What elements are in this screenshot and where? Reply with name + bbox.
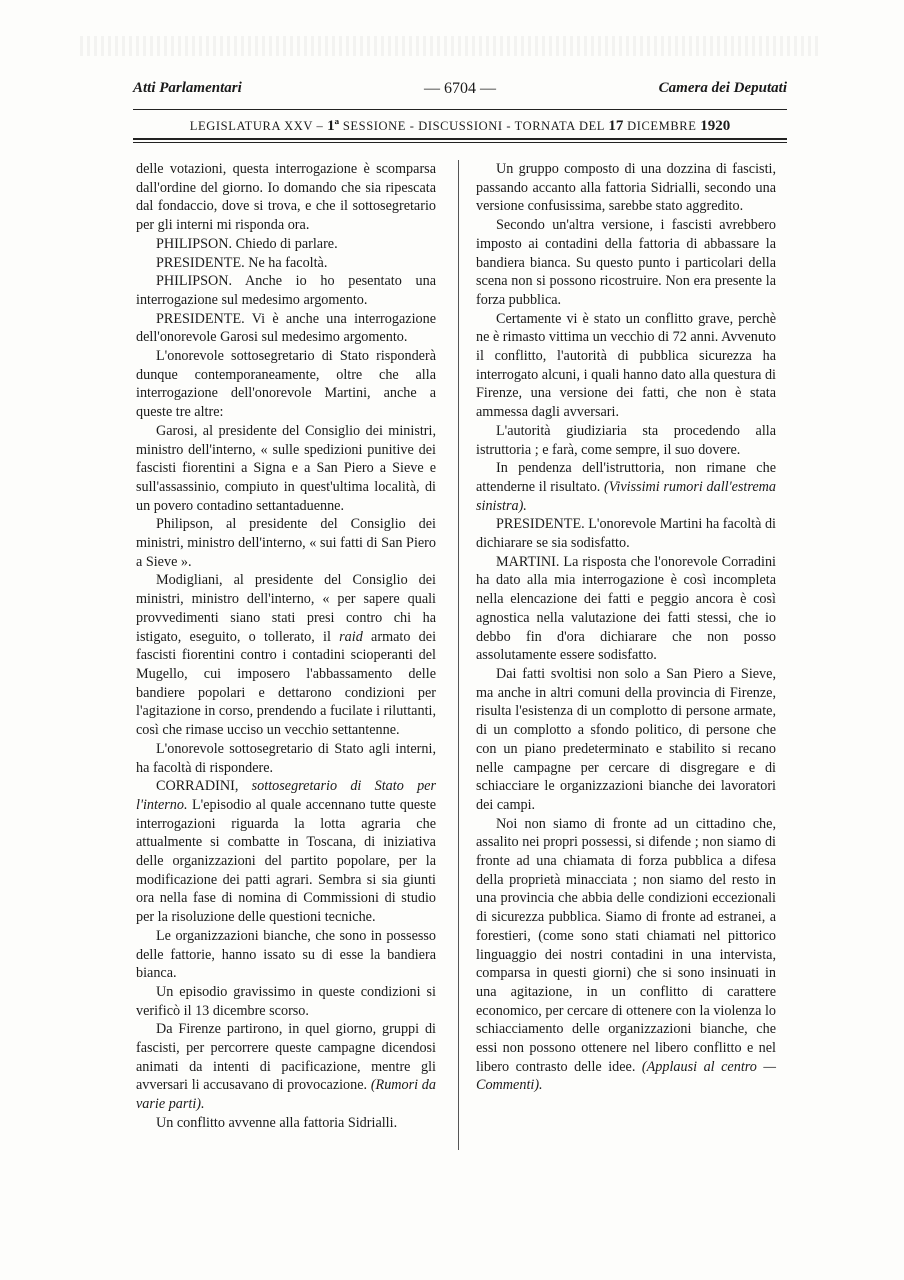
header-rule: [133, 109, 787, 110]
session-rule-thin: [133, 142, 787, 143]
paragraph: MARTINI. La risposta che l'onorevole Corradini ha dato alla mia interrogazione è così incompleta nella elencazione dei fatti e peggio ancora è così agnostica nella valutazione dei fatti stessi, che io debbo fin d'ora dichiarare che non posso assolutamente essere sodisfatto.: [476, 553, 776, 664]
paragraph: L'autorità giudiziaria sta procedendo alla istruttoria ; e farà, come sempre, il suo dovere.: [476, 422, 776, 458]
paragraph: L'onorevole sottosegretario di Stato agli interni, ha facoltà di rispondere.: [136, 740, 436, 776]
legislatura: LEGISLATURA XXV: [189, 119, 313, 133]
raid-word: raid: [339, 628, 363, 645]
text: armato dei fascisti fiorentini contro i contadini scioperanti del Mugello, cui imposero l'abbassamento delle bandiere popolari e dettarono condizioni per l'agitazione in corso, prendendo a fucilate i riluttanti, così che rimase ucciso un vecchio settantenne.: [136, 628, 437, 739]
paragraph: PRESIDENTE. Vi è anche una interrogazione dell'onorevole Garosi sul medesimo argomento.: [136, 310, 436, 346]
header-right: Camera dei Deputati: [658, 80, 787, 96]
year: 1920: [700, 118, 731, 134]
session-line: [133, 118, 787, 135]
speaker: CORRADINI,: [156, 778, 239, 795]
paragraph: L'onorevole sottosegretario di Stato risponderà dunque contemporaneamente, oltre che alla interrogazione dell'onorevole Martini, anche a queste tre altre:: [136, 348, 436, 421]
paragraph: Certamente vi è stato un conflitto grave, perchè ne è rimasto vittima un vecchio di 72 anni. Avvenuto il conflitto, l'autorità di pubblica sicurezza ha interrogato alcuni, i quali hanno dato alla questura di Firenze, una versione dei fatti, che non è stata ammessa dagli avversari.: [476, 310, 776, 421]
paragraph: PRESIDENTE. L'onorevole Martini ha facoltà di dichiarare se sia sodisfatto.: [476, 516, 776, 552]
paragraph: Le organizzazioni bianche, che sono in possesso delle fattorie, hanno issato su di esse la bandiera bianca.: [136, 927, 436, 982]
stage-direction: (Rumori da varie parti).: [136, 1077, 436, 1113]
month: DICEMBRE: [627, 119, 697, 133]
text: Noi non siamo di fronte ad un cittadino che, assalito nei propri possessi, si difende ; non siamo di fronte ad una chiamata di forza pubblica a difesa della proprietà minacciata ; non siamo del resto in una provincia che abbia delle condizioni eccezionali di sicurezza pubblica. Siamo di fronte ad estranei, a forestieri, (come sono stati chiamati nel pittorico linguaggio dei nostri contadini in una intervista, comparsa in questi giorni) che si sono insinuati in una agitazione, in un conflitto di carattere economico, per cercare di ottenere con la violenza lo schiacciamento delle organizzazioni bianche, che essi non possono ottenere nel libero conflitto e nel libero contrasto delle idee.: [476, 815, 776, 1075]
role: sottosegretario di Stato per l'interno.: [136, 778, 436, 813]
paragraph: Philipson, al presidente del Consiglio dei ministri, ministro dell'interno, « sui fatti di San Piero a Sieve ».: [136, 516, 436, 570]
paragraph: [476, 459, 776, 515]
paragraph: delle votazioni, questa interrogazione è scomparsa dall'ordine del giorno. Io domando che sia ripescata dal fondaccio, dove si trova, e che il sottosegretario per gli interni mi risponda ora.: [136, 161, 436, 234]
stage-direction: (Applausi al centro — Commenti).: [476, 1058, 776, 1094]
paragraph: Garosi, al presidente del Consiglio dei ministri, ministro dell'interno, « sulle spedizioni punitive dei fascisti fiorentini a Signa e a San Piero a Sieve e sull'assassinio, compiuto in quest'ultima località, di un povero contadino settantaduenne.: [136, 422, 436, 514]
right-column: [476, 160, 776, 1095]
text: Modigliani, al presidente del Consiglio dei ministri, ministro dell'interno, « per sapere quali provvedimenti siano stati presi contro chi ha istigato, eseguito, o tollerato, il: [136, 572, 436, 645]
paragraph-modigliani: [136, 571, 436, 739]
paragraph: PRESIDENTE. Ne ha facoltà.: [156, 254, 328, 271]
session-rule-thick: [133, 138, 787, 140]
paragraph: [136, 1020, 436, 1114]
paragraph: Dai fatti svoltisi non solo a San Piero a Sieve, ma anche in altri comuni della provincia di Firenze, risulta l'esistenza di un complotto di persone armate, di un complotto a sfondo politico, di persone che con un piano predeterminato e stabilito si recano nelle campagne per cercare di disgregare e di schiacciare le organizzazioni bianche dei lavoratori dei campi.: [476, 665, 776, 813]
sessione-num: 1ª: [327, 118, 340, 134]
scan-noise: [80, 36, 820, 56]
text: Da Firenze partirono, in quel giorno, gruppi di fascisti, per percorrere queste campagne dicendosi animati da intenti di pacificazione, mentre gli avversari li accusavano di provocazione.: [136, 1021, 436, 1094]
paragraph: Un gruppo composto di una dozzina di fascisti, passando accanto alla fattoria Sidrialli, secondo una versione confusissima, sarebbe stato aggredito.: [476, 161, 776, 215]
paragraph: PHILIPSON. Anche io ho pesentato una interrogazione sul medesimo argomento.: [136, 273, 436, 308]
paragraph: [476, 815, 776, 1096]
text: In pendenza dell'istruttoria, non rimane che attenderne il risultato.: [476, 460, 776, 495]
day: 17: [608, 118, 624, 134]
paragraph: Secondo un'altra versione, i fascisti avrebbero imposto ai contadini della fattoria di abbassare la bandiera bianca. Su questo punto i particolari della scena non si possono ricostruire. Non era presente la forza pubblica.: [476, 217, 776, 308]
paragraph-corradini: [136, 777, 436, 927]
page-number: — 6704 —: [424, 80, 496, 97]
text: L'episodio al quale accennano tutte queste interrogazioni riguarda la lotta agraria che attualmente si combatte in Toscana, di iniziativa delle organizzazioni del partito popolare, per la modificazione dei patti agrari. Sembra si sia giunti ora nella fase di nomina di Commissioni di studio per la risoluzione delle questioni tecniche.: [136, 796, 436, 926]
paragraph: Un conflitto avvenne alla fattoria Sidrialli.: [156, 1114, 398, 1131]
dash: –: [316, 119, 324, 133]
paragraph: Un episodio gravissimo in queste condizioni si verificò il 13 dicembre scorso.: [136, 983, 436, 1019]
paragraph: PHILIPSON. Chiedo di parlare.: [156, 235, 338, 252]
column-divider: [458, 160, 459, 1150]
left-column: [136, 160, 436, 1133]
page-header: [133, 80, 787, 104]
header-left: Atti Parlamentari: [133, 80, 242, 96]
stage-direction: (Vivissimi rumori dall'estrema sinistra).: [476, 478, 776, 514]
sessione-text: SESSIONE - DISCUSSIONI - TORNATA DEL: [342, 119, 605, 133]
